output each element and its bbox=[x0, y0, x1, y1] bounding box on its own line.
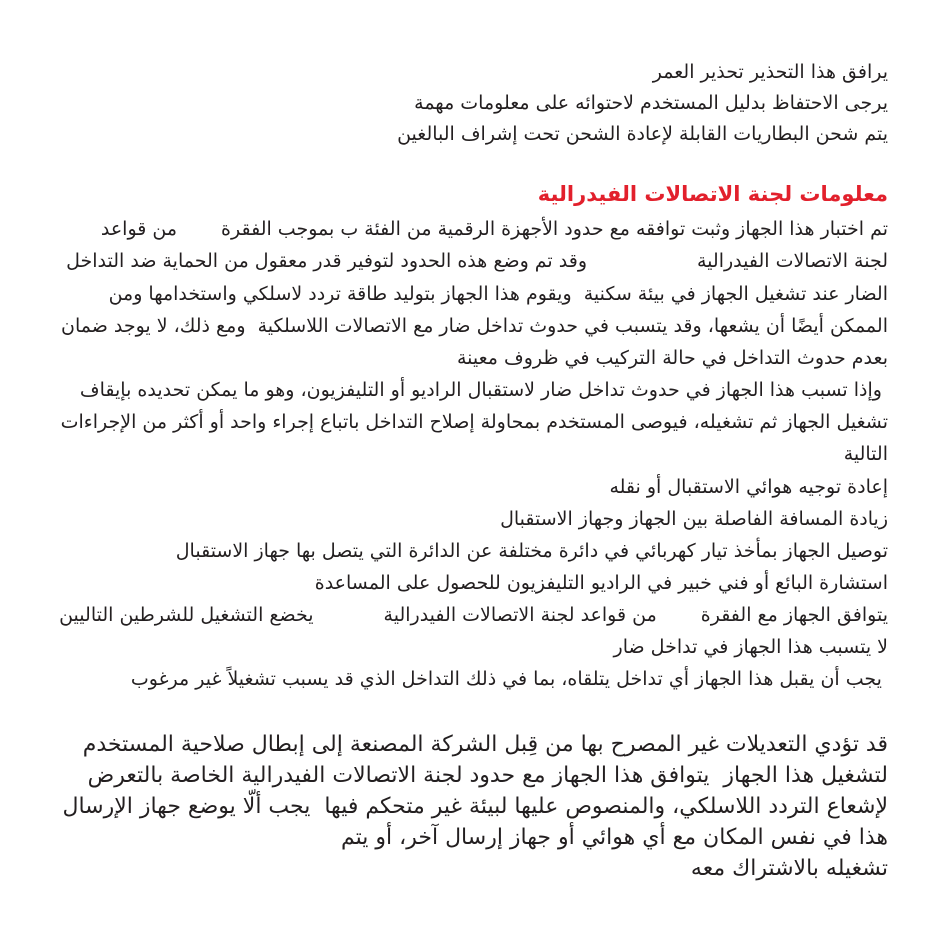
measure-item: توصيل الجهاز بمأخذ تيار كهربائي في دائرة مختلفة عن الدائرة التي يتصل بها جهاز الاستقبال bbox=[175, 540, 888, 562]
fcc-paragraph-line: الممكن أيضًا أن يشعها، وقد يتسبب في حدوث تداخل ضار مع الاتصالات اللاسلكية ومع ذلك، لا يوجد ضمان bbox=[60, 315, 888, 337]
condition-item: لا يتسبب هذا الجهاز في تداخل ضار bbox=[613, 636, 888, 658]
fcc-paragraph-line: الضار عند تشغيل الجهاز في بيئة سكنية ويقوم هذا الجهاز بتوليد طاقة تردد لاسلكي واستخدامها ومن bbox=[108, 283, 888, 305]
notice-line: هذا في نفس المكان مع أي هوائي أو جهاز إرسال آخر، أو يتم bbox=[341, 825, 888, 850]
notice-line: لتشغيل هذا الجهاز يتوافق هذا الجهاز مع حدود لجنة الاتصالات الفيدرالية الخاصة بالتعرض bbox=[87, 763, 888, 788]
measure-item: زيادة المسافة الفاصلة بين الجهاز وجهاز الاستقبال bbox=[500, 508, 888, 530]
fcc-text: من قواعد bbox=[100, 218, 178, 240]
compliance-text: من قواعد لجنة الاتصالات الفيدرالية bbox=[383, 604, 657, 626]
condition-item: يجب أن يقبل هذا الجهاز أي تداخل يتلقاه، بما في ذلك التداخل الذي قد يسبب تشغيلاً غير مرغوب bbox=[130, 668, 888, 690]
fcc-text: لجنة الاتصالات الفيدرالية bbox=[697, 250, 888, 272]
fcc-paragraph-line bbox=[101, 217, 888, 241]
compliance-text: يتوافق الجهاز مع الفقرة bbox=[700, 604, 888, 626]
compliance-text: يخضع التشغيل للشرطين التاليين bbox=[59, 604, 314, 626]
notice-line: تشغيله بالاشتراك معه bbox=[690, 856, 888, 881]
warning-line-battery: يتم شحن البطاريات القابلة لإعادة الشحن تحت إشراف البالغين bbox=[397, 123, 888, 145]
fcc-paragraph-line: تشغيل الجهاز ثم تشغيله، فيوصى المستخدم بمحاولة إصلاح التداخل باتباع إجراء واحد أو أكثر من الإجراءات bbox=[60, 411, 888, 433]
notice-line: قد تؤدي التعديلات غير المصرح بها من قِبل الشركة المصنعة إلى إبطال صلاحية المستخدم bbox=[82, 732, 888, 757]
measure-item: إعادة توجيه هوائي الاستقبال أو نقله bbox=[609, 476, 888, 498]
fcc-text: وقد تم وضع هذه الحدود لتوفير قدر معقول من الحماية ضد التداخل bbox=[66, 250, 587, 272]
fcc-paragraph-line bbox=[66, 249, 888, 273]
fcc-heading: معلومات لجنة الاتصالات الفيدرالية bbox=[537, 182, 888, 206]
measure-item: استشارة البائع أو فني خبير في الراديو التليفزيون للحصول على المساعدة bbox=[314, 572, 888, 594]
compliance-statement bbox=[59, 603, 888, 627]
notice-line: لإشعاع التردد اللاسلكي، والمنصوص عليها لبيئة غير متحكم فيها يجب ألّا يوضع جهاز الإرسال bbox=[62, 794, 888, 819]
fcc-paragraph-line: وإذا تسبب هذا الجهاز في حدوث تداخل ضار لاستقبال الراديو أو التليفزيون، وهو ما يمكن تحديده بإيقاف bbox=[79, 379, 888, 401]
fcc-paragraph-line: التالية bbox=[843, 443, 888, 465]
fcc-paragraph-line: بعدم حدوث التداخل في حالة التركيب في ظروف معينة bbox=[456, 347, 888, 369]
fcc-text: تم اختبار هذا الجهاز وثبت توافقه مع حدود الأجهزة الرقمية من الفئة ب بموجب الفقرة bbox=[221, 218, 888, 240]
warning-line-keep-manual: يرجى الاحتفاظ بدليل المستخدم لاحتوائه على معلومات مهمة bbox=[414, 92, 888, 114]
warning-line-age: يرافق هذا التحذير تحذير العمر bbox=[652, 61, 888, 83]
